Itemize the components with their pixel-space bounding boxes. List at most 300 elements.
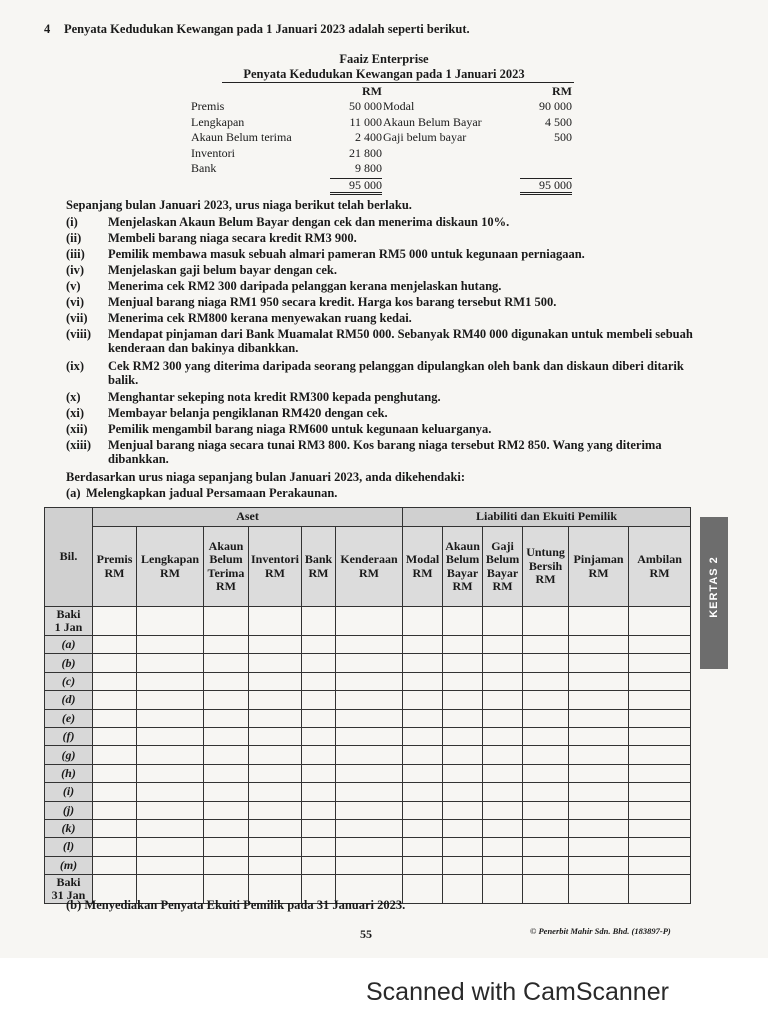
answer-cell[interactable] xyxy=(249,819,302,837)
answer-cell[interactable] xyxy=(403,672,443,690)
transaction-item xyxy=(66,247,698,261)
answer-cell[interactable] xyxy=(523,672,569,690)
transaction-item xyxy=(66,263,698,277)
answer-cell[interactable] xyxy=(443,764,483,782)
answer-cell[interactable] xyxy=(403,819,443,837)
answer-cell[interactable] xyxy=(137,856,204,874)
answer-cell[interactable] xyxy=(443,727,483,745)
row-label xyxy=(45,746,93,764)
row-label xyxy=(45,691,93,709)
transaction-number: (xiii) xyxy=(66,438,91,452)
row-label xyxy=(45,654,93,672)
answer-cell[interactable] xyxy=(137,672,204,690)
answer-cell[interactable] xyxy=(93,783,137,801)
answer-cell[interactable] xyxy=(569,709,629,727)
answer-cell[interactable] xyxy=(483,783,523,801)
statement-title: Penyata Kedudukan Kewangan pada 1 Januari 2023 xyxy=(243,67,525,81)
transaction-item xyxy=(66,438,698,466)
liability-amount: 4 500 xyxy=(545,114,572,129)
answer-cell[interactable] xyxy=(403,764,443,782)
column-header xyxy=(249,527,302,607)
answer-cell[interactable] xyxy=(336,691,403,709)
answer-cell[interactable] xyxy=(336,709,403,727)
answer-cell[interactable] xyxy=(569,783,629,801)
statement-title-rule xyxy=(222,82,574,83)
part-a xyxy=(66,486,337,501)
answer-cell[interactable] xyxy=(523,654,569,672)
requirement-text: Berdasarkan urus niaga sepanjang bulan Januari 2023, anda dikehendaki: xyxy=(66,470,466,484)
answer-cell[interactable] xyxy=(483,672,523,690)
answer-cell[interactable] xyxy=(629,819,691,837)
answer-cell[interactable] xyxy=(137,709,204,727)
answer-cell[interactable] xyxy=(302,764,336,782)
answer-cell[interactable] xyxy=(483,691,523,709)
answer-cell[interactable] xyxy=(204,607,249,636)
table-row xyxy=(45,709,691,727)
answer-cell[interactable] xyxy=(249,856,302,874)
column-header-line: RM xyxy=(160,565,180,580)
transaction-number: (viii) xyxy=(66,327,91,341)
answer-cell[interactable] xyxy=(204,636,249,654)
transaction-number: (x) xyxy=(66,390,81,404)
column-header-line: Untung xyxy=(526,545,565,560)
row-label-line: (c) xyxy=(61,673,76,688)
row-label-line: 31 Jan xyxy=(51,888,86,903)
answer-cell[interactable] xyxy=(93,801,137,819)
answer-cell[interactable] xyxy=(569,672,629,690)
answer-cell[interactable] xyxy=(569,819,629,837)
column-header-line: Inventori xyxy=(251,552,299,566)
answer-cell[interactable] xyxy=(336,856,403,874)
answer-cell[interactable] xyxy=(403,691,443,709)
answer-cell[interactable] xyxy=(443,636,483,654)
part-a-text: Melengkapkan jadual Persamaan Perakaunan. xyxy=(86,486,338,500)
row-label-line: (h) xyxy=(61,765,76,780)
question-number: 4 xyxy=(44,22,51,36)
answer-cell[interactable] xyxy=(336,838,403,856)
answer-cell[interactable] xyxy=(336,819,403,837)
column-header-line: RM xyxy=(412,565,433,580)
answer-cell[interactable] xyxy=(302,654,336,672)
answer-cell[interactable] xyxy=(443,709,483,727)
liabilities-amounts xyxy=(520,99,572,146)
transaction-number: (xi) xyxy=(66,406,85,420)
column-header xyxy=(204,527,249,607)
answer-cell[interactable] xyxy=(569,607,629,636)
answer-cell[interactable] xyxy=(569,727,629,745)
transaction-text: Menerima cek RM2 300 daripada pelanggan kerana menjelaskan hutang. xyxy=(108,279,502,293)
answer-cell[interactable] xyxy=(523,801,569,819)
answer-cell[interactable] xyxy=(302,783,336,801)
table-row xyxy=(45,801,691,819)
question-text: Penyata Kedudukan Kewangan pada 1 Januari 2023 adalah seperti berikut. xyxy=(64,22,470,36)
row-label-line: (m) xyxy=(59,857,78,872)
answer-cell[interactable] xyxy=(569,875,629,904)
column-header-line: RM xyxy=(308,565,329,580)
answer-cell[interactable] xyxy=(336,672,403,690)
answer-cell[interactable] xyxy=(523,838,569,856)
answer-cell[interactable] xyxy=(249,727,302,745)
publisher-credit: © Penerbit Mahir Sdn. Bhd. (183897-P) xyxy=(530,926,671,936)
answer-cell[interactable] xyxy=(302,691,336,709)
answer-cell[interactable] xyxy=(93,672,137,690)
question-heading xyxy=(44,22,470,37)
column-header-line: Bayar xyxy=(446,565,479,580)
answer-cell[interactable] xyxy=(523,709,569,727)
answer-cell[interactable] xyxy=(629,783,691,801)
column-header-line: RM xyxy=(492,579,513,593)
row-label-line: (f) xyxy=(62,729,75,744)
answer-cell[interactable] xyxy=(629,654,691,672)
answer-cell[interactable] xyxy=(483,709,523,727)
answer-cell[interactable] xyxy=(204,838,249,856)
answer-cell[interactable] xyxy=(137,819,204,837)
answer-cell[interactable] xyxy=(629,727,691,745)
answer-cell[interactable] xyxy=(204,654,249,672)
answer-cell[interactable] xyxy=(443,654,483,672)
row-label-line: (e) xyxy=(61,710,76,725)
liability-amount: 90 000 xyxy=(539,99,572,113)
answer-cell[interactable] xyxy=(137,691,204,709)
answer-cell[interactable] xyxy=(629,607,691,636)
column-header-line: Ambilan xyxy=(637,552,682,566)
answer-cell[interactable] xyxy=(569,654,629,672)
answer-cell[interactable] xyxy=(302,672,336,690)
row-label xyxy=(45,709,93,727)
answer-cell[interactable] xyxy=(249,691,302,709)
answer-cell[interactable] xyxy=(403,875,443,904)
column-header-line: RM xyxy=(265,565,285,580)
answer-cell[interactable] xyxy=(569,856,629,874)
part-b xyxy=(66,898,405,913)
answer-cell[interactable] xyxy=(443,819,483,837)
column-header xyxy=(629,527,691,607)
answer-cell[interactable] xyxy=(336,764,403,782)
answer-cell[interactable] xyxy=(569,801,629,819)
column-header-line: RM xyxy=(104,565,125,580)
answer-cell[interactable] xyxy=(204,691,249,709)
answer-cell[interactable] xyxy=(137,636,204,654)
answer-cell[interactable] xyxy=(137,727,204,745)
answer-cell[interactable] xyxy=(204,709,249,727)
answer-cell[interactable] xyxy=(249,783,302,801)
answer-cell[interactable] xyxy=(443,856,483,874)
transaction-item xyxy=(66,311,698,325)
column-header-line: RM xyxy=(649,565,670,580)
answer-cell[interactable] xyxy=(249,838,302,856)
answer-cell[interactable] xyxy=(629,672,691,690)
row-label xyxy=(45,727,93,745)
answer-cell[interactable] xyxy=(523,607,569,636)
answer-cell[interactable] xyxy=(137,607,204,636)
answer-cell[interactable] xyxy=(483,727,523,745)
table-row xyxy=(45,654,691,672)
answer-cell[interactable] xyxy=(204,672,249,690)
answer-cell[interactable] xyxy=(93,636,137,654)
liabilities-total: 95 000 xyxy=(520,178,572,195)
answer-cell[interactable] xyxy=(443,607,483,636)
answer-cell[interactable] xyxy=(443,691,483,709)
transaction-text: Menjual barang niaga RM1 950 secara kredit. Harga kos barang tersebut RM1 500. xyxy=(108,295,557,309)
transaction-number: (iii) xyxy=(66,247,85,261)
answer-cell[interactable] xyxy=(93,819,137,837)
answer-cell[interactable] xyxy=(93,727,137,745)
column-header xyxy=(483,527,523,607)
answer-cell[interactable] xyxy=(403,709,443,727)
answer-cell[interactable] xyxy=(629,746,691,764)
answer-cell[interactable] xyxy=(443,746,483,764)
row-label-line: (k) xyxy=(61,821,76,836)
transaction-number: (vi) xyxy=(66,295,85,309)
answer-cell[interactable] xyxy=(629,709,691,727)
assets-group-header: Aset xyxy=(93,508,403,527)
answer-cell[interactable] xyxy=(403,838,443,856)
asset-label: Akaun Belum terima xyxy=(191,130,292,144)
column-header xyxy=(443,527,483,607)
answer-cell[interactable] xyxy=(93,607,137,636)
column-header xyxy=(137,527,204,607)
column-header-line: Premis xyxy=(96,552,133,566)
transaction-text: Mendapat pinjaman dari Bank Muamalat RM50 000. Sebanyak RM40 000 digunakan untuk membeli sebuah kenderaan dan bakinya dibankkan. xyxy=(108,327,693,355)
answer-cell[interactable] xyxy=(483,875,523,904)
transaction-number: (xii) xyxy=(66,422,88,436)
answer-cell[interactable] xyxy=(403,654,443,672)
transaction-number: (ix) xyxy=(66,359,85,373)
answer-cell[interactable] xyxy=(569,691,629,709)
row-label xyxy=(45,801,93,819)
table-row xyxy=(45,636,691,654)
answer-cell[interactable] xyxy=(336,636,403,654)
column-header-line: RM xyxy=(452,579,473,593)
answer-cell[interactable] xyxy=(483,801,523,819)
answer-cell[interactable] xyxy=(443,838,483,856)
answer-cell[interactable] xyxy=(403,801,443,819)
answer-cell[interactable] xyxy=(483,607,523,636)
column-header xyxy=(523,527,569,607)
transaction-text: Membayar belanja pengiklanan RM420 dengan cek. xyxy=(108,406,388,420)
answer-cell[interactable] xyxy=(137,783,204,801)
column-header-line: RM xyxy=(216,579,236,593)
answer-cell[interactable] xyxy=(249,654,302,672)
transaction-text: Cek RM2 300 yang diterima daripada seorang pelanggan dipulangkan oleh bank dan diskaun diberi ditarik balik. xyxy=(108,359,684,387)
asset-amount: 9 800 xyxy=(355,161,382,175)
answer-cell[interactable] xyxy=(629,764,691,782)
assets-amounts xyxy=(330,99,382,177)
answer-cell[interactable] xyxy=(523,727,569,745)
answer-cell[interactable] xyxy=(336,727,403,745)
answer-cell[interactable] xyxy=(403,783,443,801)
answer-cell[interactable] xyxy=(302,709,336,727)
transaction-number: (vii) xyxy=(66,311,88,325)
answer-cell[interactable] xyxy=(336,607,403,636)
answer-cell[interactable] xyxy=(93,691,137,709)
table-row xyxy=(45,727,691,745)
answer-cell[interactable] xyxy=(629,838,691,856)
answer-cell[interactable] xyxy=(523,856,569,874)
answer-cell[interactable] xyxy=(629,636,691,654)
answer-cell[interactable] xyxy=(249,801,302,819)
answer-cell[interactable] xyxy=(523,875,569,904)
row-label-line: Baki xyxy=(56,875,81,890)
row-label-line: (d) xyxy=(61,692,76,707)
table-row xyxy=(45,819,691,837)
column-header-line: Modal xyxy=(405,552,440,566)
column-header-line: Lengkapan xyxy=(140,552,200,566)
answer-cell[interactable] xyxy=(483,819,523,837)
answer-cell[interactable] xyxy=(629,856,691,874)
answer-cell[interactable] xyxy=(403,607,443,636)
transaction-item xyxy=(66,406,698,420)
column-header xyxy=(336,527,403,607)
column-header-line: RM xyxy=(535,572,556,587)
column-header-line: Akaun xyxy=(445,538,480,553)
answer-cell[interactable] xyxy=(569,838,629,856)
answer-cell[interactable] xyxy=(483,764,523,782)
answer-cell[interactable] xyxy=(336,746,403,764)
table-row xyxy=(45,856,691,874)
answer-cell[interactable] xyxy=(523,819,569,837)
answer-cell[interactable] xyxy=(403,636,443,654)
table-row xyxy=(45,672,691,690)
answer-cell[interactable] xyxy=(403,856,443,874)
row-label xyxy=(45,764,93,782)
row-label xyxy=(45,819,93,837)
column-header-line: Gaji xyxy=(491,538,514,553)
answer-cell[interactable] xyxy=(483,636,523,654)
answer-cell[interactable] xyxy=(249,746,302,764)
bil-header: Bil. xyxy=(45,508,93,607)
answer-cell[interactable] xyxy=(523,636,569,654)
answer-cell[interactable] xyxy=(302,746,336,764)
answer-cell[interactable] xyxy=(569,764,629,782)
column-header-line: Bank xyxy=(304,552,333,566)
column-header xyxy=(302,527,336,607)
part-a-number: (a) xyxy=(66,486,81,500)
answer-cell[interactable] xyxy=(204,819,249,837)
answer-cell[interactable] xyxy=(523,746,569,764)
answer-cell[interactable] xyxy=(137,838,204,856)
answer-cell[interactable] xyxy=(569,746,629,764)
answer-cell[interactable] xyxy=(249,607,302,636)
answer-cell[interactable] xyxy=(137,654,204,672)
transaction-number: (i) xyxy=(66,215,78,229)
answer-cell[interactable] xyxy=(483,654,523,672)
row-label-line: (l) xyxy=(62,839,75,854)
column-header xyxy=(403,527,443,607)
answer-cell[interactable] xyxy=(249,764,302,782)
answer-cell[interactable] xyxy=(336,654,403,672)
answer-cell[interactable] xyxy=(302,727,336,745)
column-header-line: Bersih xyxy=(528,558,563,573)
row-label-line: Baki xyxy=(56,607,81,621)
answer-cell[interactable] xyxy=(137,746,204,764)
column-header-line: Akaun xyxy=(208,538,244,553)
answer-cell[interactable] xyxy=(629,691,691,709)
answer-cell[interactable] xyxy=(204,783,249,801)
column-header-line: Belum xyxy=(209,552,243,566)
asset-amount: 2 400 xyxy=(355,130,382,144)
answer-cell[interactable] xyxy=(93,654,137,672)
answer-cell[interactable] xyxy=(93,764,137,782)
answer-cell[interactable] xyxy=(302,838,336,856)
answer-cell[interactable] xyxy=(93,838,137,856)
transaction-number: (ii) xyxy=(66,231,82,245)
answer-cell[interactable] xyxy=(443,875,483,904)
answer-cell[interactable] xyxy=(204,856,249,874)
answer-cell[interactable] xyxy=(93,746,137,764)
answer-cell[interactable] xyxy=(443,783,483,801)
answer-cell[interactable] xyxy=(523,783,569,801)
answer-cell[interactable] xyxy=(204,801,249,819)
answer-cell[interactable] xyxy=(204,746,249,764)
part-b-text: Menyediakan Penyata Ekuiti Pemilik pada 31 Januari 2023. xyxy=(84,898,406,912)
answer-cell[interactable] xyxy=(483,856,523,874)
column-header xyxy=(93,527,137,607)
transaction-number: (v) xyxy=(66,279,81,293)
answer-cell[interactable] xyxy=(302,856,336,874)
transactions-intro: Sepanjang bulan Januari 2023, urus niaga berikut telah berlaku. xyxy=(66,198,412,212)
liability-label: Gaji belum bayar xyxy=(383,130,467,144)
answer-cell[interactable] xyxy=(483,838,523,856)
answer-cell[interactable] xyxy=(443,801,483,819)
answer-cell[interactable] xyxy=(569,636,629,654)
answer-cell[interactable] xyxy=(523,691,569,709)
answer-cell[interactable] xyxy=(629,801,691,819)
answer-cell[interactable] xyxy=(204,727,249,745)
company-name: Faaiz Enterprise xyxy=(339,52,429,66)
answer-cell[interactable] xyxy=(93,709,137,727)
answer-cell[interactable] xyxy=(93,856,137,874)
part-b-number: (b) xyxy=(66,898,82,912)
answer-cell[interactable] xyxy=(302,819,336,837)
row-label xyxy=(45,607,93,636)
answer-cell[interactable] xyxy=(302,607,336,636)
answer-cell[interactable] xyxy=(249,709,302,727)
transaction-item xyxy=(66,390,698,404)
answer-cell[interactable] xyxy=(403,746,443,764)
liability-label: Akaun Belum Bayar xyxy=(383,114,482,129)
answer-cell[interactable] xyxy=(302,636,336,654)
row-label xyxy=(45,783,93,801)
answer-cell[interactable] xyxy=(137,801,204,819)
table-row xyxy=(45,783,691,801)
transaction-text: Menjelaskan Akaun Belum Bayar dengan cek dan menerima diskaun 10%. xyxy=(108,215,510,229)
answer-cell[interactable] xyxy=(137,764,204,782)
liabilities-labels xyxy=(383,99,508,146)
table-row xyxy=(45,746,691,764)
answer-cell[interactable] xyxy=(523,764,569,782)
liability-label: Modal xyxy=(383,99,415,113)
liabilities-currency-header: RM xyxy=(552,84,572,98)
row-label xyxy=(45,672,93,690)
answer-cell[interactable] xyxy=(629,875,691,904)
column-header-line: Kenderaan xyxy=(340,552,398,566)
answer-cell[interactable] xyxy=(443,672,483,690)
answer-cell[interactable] xyxy=(336,801,403,819)
answer-cell[interactable] xyxy=(249,636,302,654)
transaction-text: Menerima cek RM800 kerana menyewakan ruang kedai. xyxy=(108,311,412,325)
answer-cell[interactable] xyxy=(336,783,403,801)
answer-cell[interactable] xyxy=(483,746,523,764)
answer-cell[interactable] xyxy=(403,727,443,745)
answer-cell[interactable] xyxy=(302,801,336,819)
transaction-item xyxy=(66,295,698,309)
transaction-text: Menjelaskan gaji belum bayar dengan cek. xyxy=(108,263,337,277)
transaction-item xyxy=(66,279,698,293)
column-header-line: Pinjaman xyxy=(573,552,624,566)
answer-cell[interactable] xyxy=(204,764,249,782)
answer-cell[interactable] xyxy=(249,672,302,690)
